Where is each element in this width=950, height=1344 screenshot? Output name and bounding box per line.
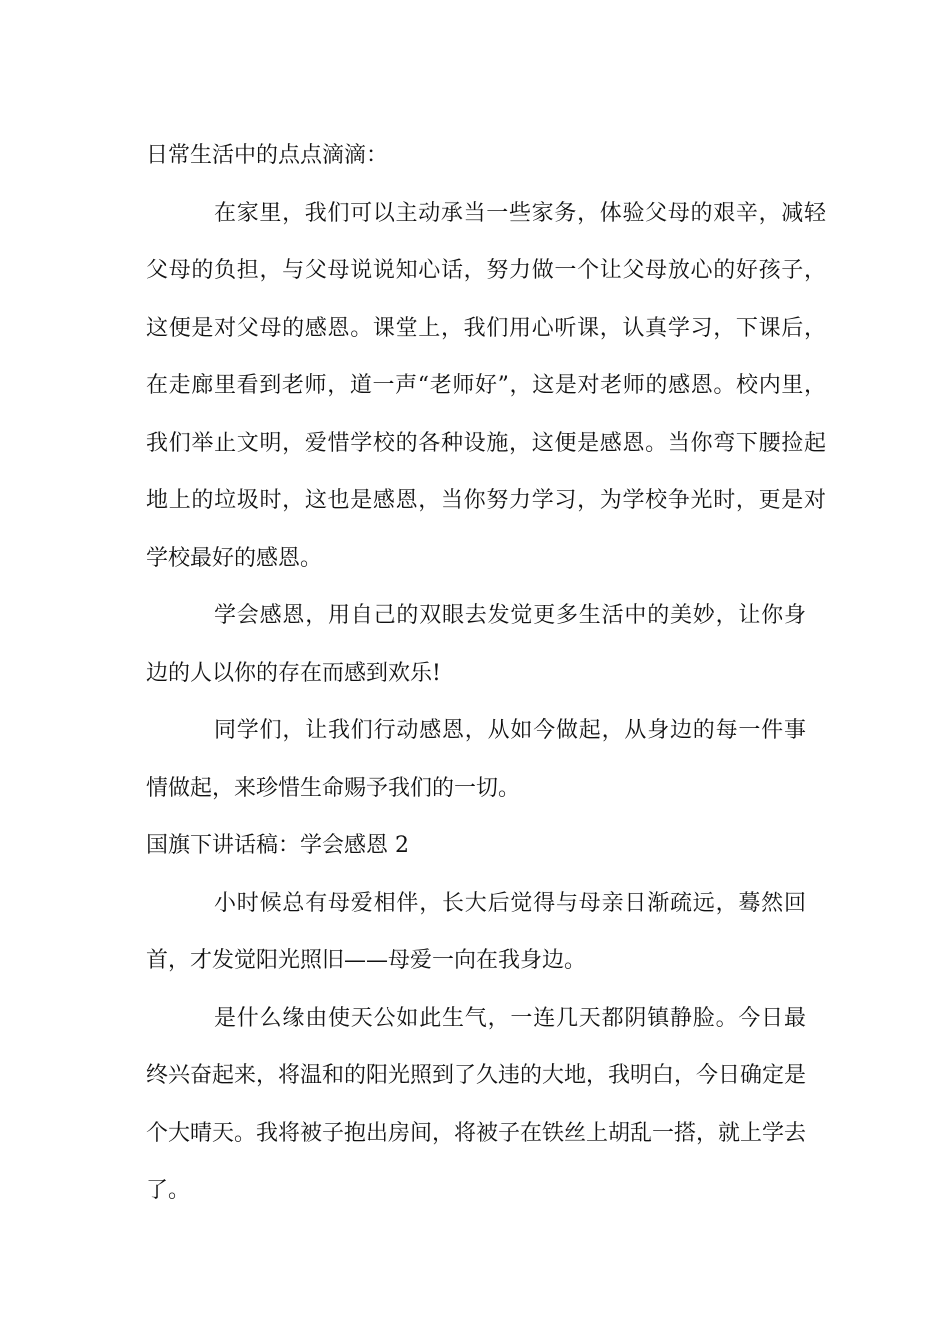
paragraph-call-to-action: 同学们，让我们行动感恩，从如今做起，从身边的每一件事情做起，来珍惜生命赐予我们的一切。: [146, 718, 806, 801]
paragraph-intro: 日常生活中的点点滴滴：: [146, 143, 389, 168]
paragraph-mothers-love: 小时候总有母爱相伴，长大后觉得与母亲日渐疏远，蓦然回首，才发觉阳光照旧——母爱一向在我身边。: [146, 890, 806, 973]
paragraph-gratitude-examples: 在家里，我们可以主动承当一些家务，体验父母的艰辛，减轻父母的负担，与父母说说知心话，努力做一个让父母放心的好孩子，这便是对父母的感恩。课堂上，我们用心听课，认真学习，下课后，在走廊里看到老师，道一声“老师好”，这是对老师的感恩。校内里，我们举止文明，爱惜学校的各种设施，这便是感恩。当你弯下腰捡起地上的垃圾时，这也是感恩，当你努力学习，为学校争光时，更是对学校最好的感恩。: [146, 200, 826, 571]
paragraph-learn-gratitude: 学会感恩，用自己的双眼去发觉更多生活中的美妙，让你身边的人以你的存在而感到欢乐!: [146, 603, 806, 686]
paragraph-sunny-day: 是什么缘由使天公如此生气，一连几天都阴镇静脸。今日最终兴奋起来，将温和的阳光照到了久违的大地，我明白，今日确定是个大晴天。我将被子抱出房间，将被子在铁丝上胡乱一搭，就上学去了。: [146, 1005, 807, 1203]
section-title: 国旗下讲话稿：学会感恩 2: [146, 833, 409, 858]
document-body: [146, 127, 826, 1220]
